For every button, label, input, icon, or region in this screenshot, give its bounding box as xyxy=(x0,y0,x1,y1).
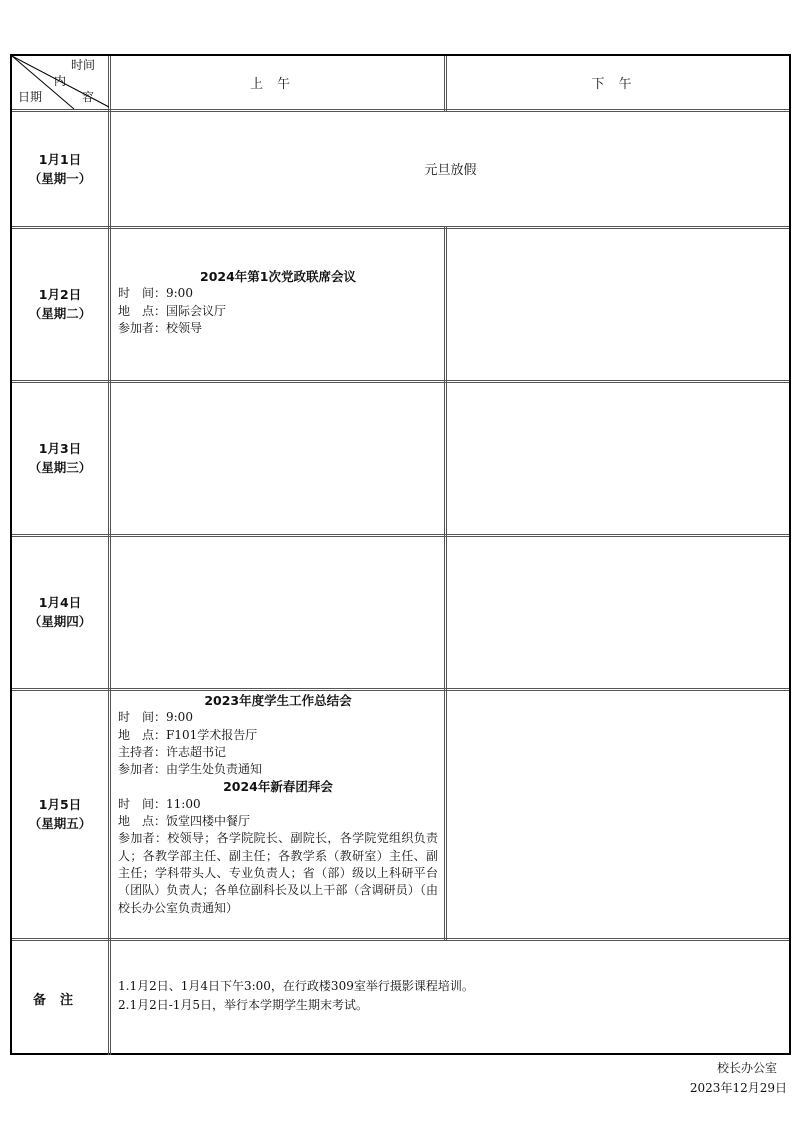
date-label: 1月2日 xyxy=(38,287,82,302)
divider xyxy=(12,688,789,691)
weekday-label: （星期五） xyxy=(28,816,92,831)
weekday-label: （星期二） xyxy=(28,306,92,321)
corner-time-label: 时间 xyxy=(71,58,96,72)
date-cell-day4 xyxy=(12,536,108,688)
date-label: 1月3日 xyxy=(38,441,82,456)
event-time: 时 间：11:00 xyxy=(118,796,201,811)
corner-content-label-2: 容 xyxy=(82,90,95,104)
header-corner xyxy=(12,56,109,109)
issue-date: 2023年12月29日 xyxy=(689,1081,787,1095)
remark-item: 1.1月2日、1月4日下午3:00，在行政楼309室举行摄影课程培训。 xyxy=(118,979,474,993)
event-time: 时 间：9:00 xyxy=(118,286,193,301)
weekday-label: （星期一） xyxy=(28,170,92,186)
event-time: 时 间：9:00 xyxy=(118,710,193,725)
divider xyxy=(12,938,789,941)
date-label: 1月5日 xyxy=(38,797,82,812)
date-label: 1月4日 xyxy=(38,595,82,610)
event-title: 2023年度学生工作总结会 xyxy=(204,693,352,708)
date-cell-day3 xyxy=(12,382,108,534)
morning-events-day5 xyxy=(110,692,444,917)
remark-item: 2.1月2日-1月5日，举行本学期学生期末考试。 xyxy=(118,998,369,1012)
event-location: 地 点：F101学术报告厅 xyxy=(118,727,258,742)
event-location: 地 点：国际会议厅 xyxy=(118,303,227,318)
header-afternoon: 下午 xyxy=(591,77,646,92)
event-title: 2024年新春团拜会 xyxy=(223,779,333,795)
corner-content-label-1: 内 xyxy=(54,74,67,88)
event-title: 2024年第1次党政联席会议 xyxy=(200,269,356,284)
event-host: 主持者：许志超书记 xyxy=(118,744,227,759)
date-cell-day5 xyxy=(12,690,108,938)
date-cell-day1 xyxy=(12,111,108,226)
event-participants: 参加者：由学生处负责通知 xyxy=(118,762,263,777)
schedule-table xyxy=(10,54,791,1055)
divider xyxy=(12,534,789,537)
remarks-label: 备注 xyxy=(32,992,87,1008)
remarks-content xyxy=(110,977,791,1015)
divider xyxy=(444,226,447,940)
corner-date-label: 日期 xyxy=(18,90,43,104)
issuing-office: 校长办公室 xyxy=(716,1061,777,1075)
divider xyxy=(12,380,789,383)
weekday-label: （星期四） xyxy=(28,614,92,629)
event-participants: 参加者：校领导 xyxy=(118,320,203,335)
date-cell-day2 xyxy=(12,228,108,380)
event-participants: 参加者：校领导；各学院院长、副院长，各学院党组织负责人；各教学部主任、副主任；各教学系（教研室）主任、副主任；学科带头人、专业负责人；省（部）级以上科研平台（团队）负责人；各单位副科长及以上干部（含调研员）（由校长办公室负责通知） xyxy=(118,831,438,915)
weekday-label: （星期三） xyxy=(28,460,92,475)
holiday-cell: 元旦放假 xyxy=(424,163,477,178)
morning-event-day2 xyxy=(110,268,444,337)
divider xyxy=(12,226,789,229)
date-label: 1月1日 xyxy=(38,151,82,167)
header-morning: 上午 xyxy=(249,77,304,92)
event-location: 地 点：饭堂四楼中餐厅 xyxy=(118,814,251,829)
